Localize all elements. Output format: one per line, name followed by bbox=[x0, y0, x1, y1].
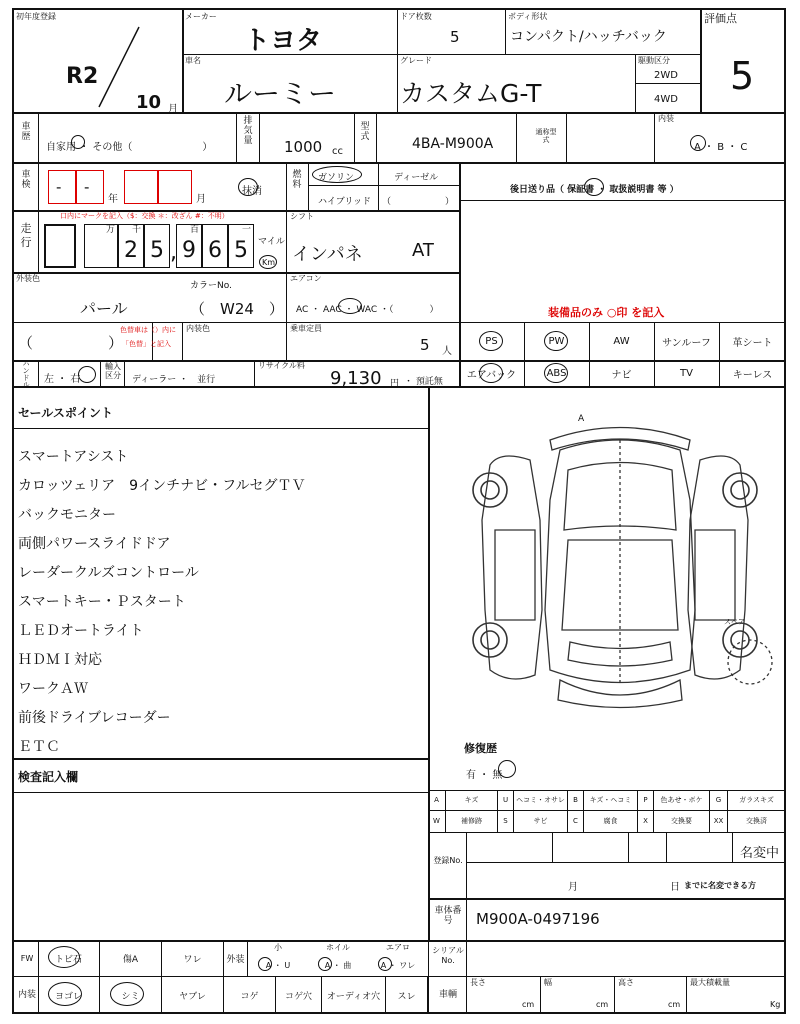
legend-cell: キズ bbox=[446, 790, 498, 810]
insp-month-unit: 月 bbox=[196, 194, 206, 205]
legend-cell: W bbox=[428, 810, 446, 832]
ext-circle bbox=[258, 957, 272, 971]
insp-year-box1 bbox=[48, 170, 76, 204]
sales-point: ＥＴＣ bbox=[18, 739, 60, 755]
unit-sen: 千 bbox=[132, 225, 142, 235]
import-label: 輸入区分 bbox=[105, 362, 121, 380]
equip-circle bbox=[479, 363, 503, 383]
int-item: シミ bbox=[100, 976, 162, 1014]
import-value: ディーラー ・ 並行 bbox=[132, 375, 216, 385]
mileage-digit-4: 6 bbox=[208, 238, 222, 263]
change-note-1: 色替車は（）内に bbox=[120, 326, 176, 334]
fuel-label: 燃料 bbox=[292, 170, 302, 190]
height-label: 高さ bbox=[618, 978, 634, 987]
name-change: 名変中 bbox=[740, 846, 780, 861]
mileage-label: 走行 bbox=[20, 222, 32, 249]
sales-point: スマートキー・Ｐスタート bbox=[18, 594, 186, 610]
mileage-digit-3: 9 bbox=[182, 238, 196, 263]
fw-circle bbox=[48, 946, 80, 968]
color-no-label: カラーNo. bbox=[190, 281, 232, 291]
mileage-digit-2: 5 bbox=[150, 238, 164, 263]
sales-title: セールスポイント bbox=[18, 406, 113, 420]
legend-cell: S bbox=[498, 810, 514, 832]
ext-label: 外装 bbox=[224, 940, 248, 976]
legend-cell: B bbox=[568, 790, 584, 810]
color-label: 外装色 bbox=[16, 274, 40, 283]
sales-point: カロッツェリア 9インチナビ・フルセグＴＶ bbox=[18, 478, 306, 494]
color-no-value: （ W24 ） bbox=[190, 300, 284, 318]
int-item: スレ bbox=[386, 976, 428, 1014]
color-value: パール bbox=[80, 299, 128, 318]
recycle-unit: 円 bbox=[390, 379, 400, 389]
ext-head: 小 bbox=[274, 942, 282, 952]
unit-hyaku: 百 bbox=[190, 225, 200, 235]
int-circle bbox=[110, 982, 144, 1006]
body-label: ボディ形状 bbox=[508, 12, 548, 21]
equip-item-aw: AW bbox=[613, 335, 630, 347]
length-label: 長さ bbox=[470, 978, 486, 987]
spare-label: スペア bbox=[724, 618, 745, 626]
repair-circle bbox=[498, 760, 516, 778]
model-label: 型式 bbox=[360, 122, 370, 142]
unit-km-circle bbox=[259, 255, 277, 269]
legend-cell: 色あせ・ボケ bbox=[654, 790, 710, 810]
displacement-label: 排気量 bbox=[243, 116, 253, 146]
docs-circle bbox=[584, 178, 604, 196]
insp-expired-circle bbox=[238, 178, 258, 196]
mileage-digit-5: 5 bbox=[234, 238, 248, 263]
recycle-note: ・ 預託無 bbox=[404, 377, 443, 387]
mileage-box-0 bbox=[44, 224, 76, 268]
equip-item-1: ABS bbox=[546, 367, 567, 379]
width-unit: cm bbox=[596, 1000, 609, 1009]
handle-circle bbox=[78, 366, 96, 383]
change-paren: （ ） bbox=[18, 334, 124, 352]
legend-cell: 腐食 bbox=[584, 810, 638, 832]
sales-point: スマートアシスト bbox=[18, 449, 129, 465]
ac-label: エアコン bbox=[290, 274, 322, 283]
fw-label: FW bbox=[20, 954, 34, 963]
int-label: 内装 bbox=[17, 990, 36, 1000]
interior-label: 内装 bbox=[658, 114, 674, 123]
equip-item-サンルーフ: サンルーフ bbox=[662, 337, 711, 349]
legend-cell: X bbox=[638, 810, 654, 832]
car-diagram bbox=[450, 410, 780, 720]
dims-label: 車輌 bbox=[438, 990, 457, 1000]
repair-label: 修復歴 bbox=[464, 742, 497, 755]
sales-point: ワークＡＷ bbox=[18, 681, 88, 697]
drive-label: 駆動区分 bbox=[638, 56, 670, 65]
displacement-unit: cc bbox=[332, 146, 343, 157]
fw-item: ワレ bbox=[162, 940, 224, 976]
weight-unit: Kg bbox=[770, 1000, 781, 1009]
docs-text: 後日送り品（ 保証書 ・ 取扱説明書 等 ） bbox=[510, 185, 679, 195]
legend-cell: XX bbox=[710, 810, 728, 832]
month-unit: 月 bbox=[168, 104, 178, 115]
handle-value: 左 ・ 右 bbox=[44, 374, 81, 385]
capacity-label: 乗車定員 bbox=[290, 324, 322, 333]
legend-cell: ガラスキズ bbox=[728, 790, 786, 810]
insp-year-unit: 年 bbox=[108, 194, 118, 205]
capacity-value: 5 bbox=[420, 336, 430, 354]
unit-mile: マイル bbox=[258, 237, 285, 247]
drive-2wd: 2WD bbox=[654, 70, 678, 81]
ext-item: A ・ ワレ bbox=[380, 960, 416, 970]
inspection-label: 車検 bbox=[21, 170, 31, 190]
insp-dash2: - bbox=[84, 178, 90, 196]
sales-point: バックモニター bbox=[18, 507, 116, 523]
vin-value: M900A-0497196 bbox=[476, 910, 600, 928]
history-value: 自家用 ・ その他（ ） bbox=[46, 142, 213, 153]
fuel-gas-circle bbox=[312, 166, 362, 183]
sales-point: 前後ドライブレコーダー bbox=[18, 710, 171, 726]
equip-item-2: ナビ bbox=[611, 369, 632, 381]
grade-label: グレード bbox=[400, 56, 432, 65]
diagram-mark-a: A bbox=[578, 414, 585, 424]
registration-label: 登録No. bbox=[433, 856, 463, 865]
equip-item-4: キーレス bbox=[732, 369, 773, 381]
ext-item: A ・ U bbox=[265, 960, 291, 970]
ext-head: ホイル bbox=[326, 942, 350, 952]
equip-circle bbox=[544, 331, 568, 351]
int-circle bbox=[48, 982, 82, 1006]
equip-item-0: エアバック bbox=[466, 369, 517, 381]
reg-day: 日 bbox=[670, 882, 680, 893]
capacity-unit: 人 bbox=[442, 346, 452, 357]
shift-type: AT bbox=[412, 240, 434, 261]
fuel-other: （ ） bbox=[382, 197, 455, 207]
maker-value: トヨタ bbox=[244, 26, 323, 56]
recycle-value: 9,130 bbox=[330, 368, 382, 389]
insp-month-box2 bbox=[158, 170, 192, 204]
equip-circle bbox=[544, 363, 568, 383]
score-label: 評価点 bbox=[704, 12, 737, 25]
mileage-digit-1: 2 bbox=[124, 238, 138, 263]
ext-circle bbox=[318, 957, 332, 971]
fuel-gas: ガソリン bbox=[318, 173, 355, 183]
ext-item: A ・ 曲 bbox=[324, 960, 352, 970]
legend-cell: 補修跡 bbox=[446, 810, 498, 832]
vin-label: 車体番号 bbox=[434, 906, 462, 926]
shift-label: シフト bbox=[290, 212, 314, 221]
history-label: 車歴 bbox=[21, 122, 31, 142]
sales-point: レーダークルズコントロール bbox=[18, 565, 199, 581]
legend-cell: サビ bbox=[514, 810, 568, 832]
width-label: 幅 bbox=[544, 978, 552, 987]
carname-label: 車名 bbox=[185, 56, 201, 65]
legend-cell: G bbox=[710, 790, 728, 810]
model-value: 4BA-M900A bbox=[412, 136, 494, 152]
maker-label: メーカー bbox=[185, 12, 217, 21]
legend-cell: キズ・ヘコミ bbox=[584, 790, 638, 810]
fuel-diesel: ディーゼル bbox=[394, 173, 439, 183]
equip-item-ps: PS bbox=[485, 335, 498, 347]
carname-value: ルーミー bbox=[224, 77, 337, 110]
month-value: 10 bbox=[136, 92, 162, 113]
change-note-2: 「色替」と記入 bbox=[122, 340, 171, 348]
insp-year-box2 bbox=[76, 170, 104, 204]
auction-sheet bbox=[12, 8, 786, 1014]
int-item: コゲ穴 bbox=[276, 976, 322, 1014]
insp-expired: 抹消 bbox=[242, 186, 262, 197]
int-item: ヤブレ bbox=[162, 976, 224, 1014]
displacement-value: 1000 bbox=[284, 138, 323, 156]
mileage-comma: , bbox=[170, 240, 177, 265]
shift-position: インパネ bbox=[292, 244, 363, 265]
legend-cell: A bbox=[428, 790, 446, 810]
handle-label: ハンドル bbox=[22, 360, 30, 389]
sales-point: ＬＥＤオートライト bbox=[18, 623, 144, 639]
int-item: ヨゴレ bbox=[38, 976, 100, 1014]
insp-dash1: - bbox=[56, 178, 62, 196]
interior-grades: A ・ B ・ C bbox=[694, 142, 748, 153]
grade-value: カスタムG-T bbox=[400, 79, 542, 108]
equip-item-革シート: 革シート bbox=[732, 337, 773, 349]
sales-point: 両側パワースライドドア bbox=[18, 536, 171, 552]
doors-label: ドア枚数 bbox=[400, 12, 432, 21]
unit-ichi: 一 bbox=[242, 225, 252, 235]
serial-label: シリアルNo. bbox=[432, 946, 464, 965]
recycle-label: リサイクル料 bbox=[258, 361, 305, 370]
fw-item: トビ石 bbox=[38, 940, 100, 976]
ac-circle bbox=[338, 298, 362, 314]
height-unit: cm bbox=[668, 1000, 681, 1009]
insp-month-box1 bbox=[124, 170, 158, 204]
length-unit: cm bbox=[522, 1000, 535, 1009]
ext-head: エアロ bbox=[386, 942, 410, 952]
int-item: オーディオ穴 bbox=[322, 976, 386, 1014]
equip-item-pw: PW bbox=[548, 335, 565, 347]
equip-circle bbox=[479, 331, 503, 351]
equip-item-3: TV bbox=[680, 367, 693, 379]
legend-cell: C bbox=[568, 810, 584, 832]
history-circle bbox=[71, 135, 85, 149]
int-item: コゲ bbox=[224, 976, 276, 1014]
legend-cell: 交換済 bbox=[728, 810, 786, 832]
int-color-label: 内装色 bbox=[186, 324, 210, 333]
ext-circle bbox=[378, 957, 392, 971]
equip-title: 装備品のみ ○印 を記入 bbox=[548, 306, 665, 319]
repair-value: 有 ・ 無 bbox=[466, 770, 503, 781]
fw-item: 傷A bbox=[100, 940, 162, 976]
era-year: R2 bbox=[66, 64, 99, 89]
fuel-hybrid: ハイブリッド bbox=[318, 197, 372, 207]
legend-cell: U bbox=[498, 790, 514, 810]
reg-month: 月 bbox=[568, 882, 578, 893]
drive-4wd: 4WD bbox=[654, 94, 678, 105]
unit-man: 万 bbox=[106, 225, 116, 235]
score-value: 5 bbox=[730, 54, 755, 98]
legend-cell: P bbox=[638, 790, 654, 810]
inspect-title: 検査記入欄 bbox=[18, 770, 79, 784]
reg-deadline: までに名変できる方 bbox=[684, 881, 756, 890]
body-value: コンパクト/ハッチバック bbox=[510, 29, 667, 45]
legend-cell: 交換要 bbox=[654, 810, 710, 832]
first-reg-label: 初年度登録 bbox=[16, 12, 56, 21]
ac-value: AC ・ AAC ・ WAC ・（ ） bbox=[296, 305, 439, 315]
weight-label: 最大積載量 bbox=[690, 978, 730, 987]
legend-cell: ヘコミ・オサレ bbox=[514, 790, 568, 810]
unit-km: Km bbox=[262, 258, 276, 267]
interior-circle bbox=[690, 135, 706, 151]
sales-point: ＨＤＭＩ対応 bbox=[18, 652, 102, 668]
doors-value: 5 bbox=[450, 28, 460, 46]
common-model-label: 通称型式 bbox=[535, 128, 557, 144]
mileage-note: 口内にマークを記入（$：交換 ＊：改ざん #：不明） bbox=[60, 212, 229, 220]
